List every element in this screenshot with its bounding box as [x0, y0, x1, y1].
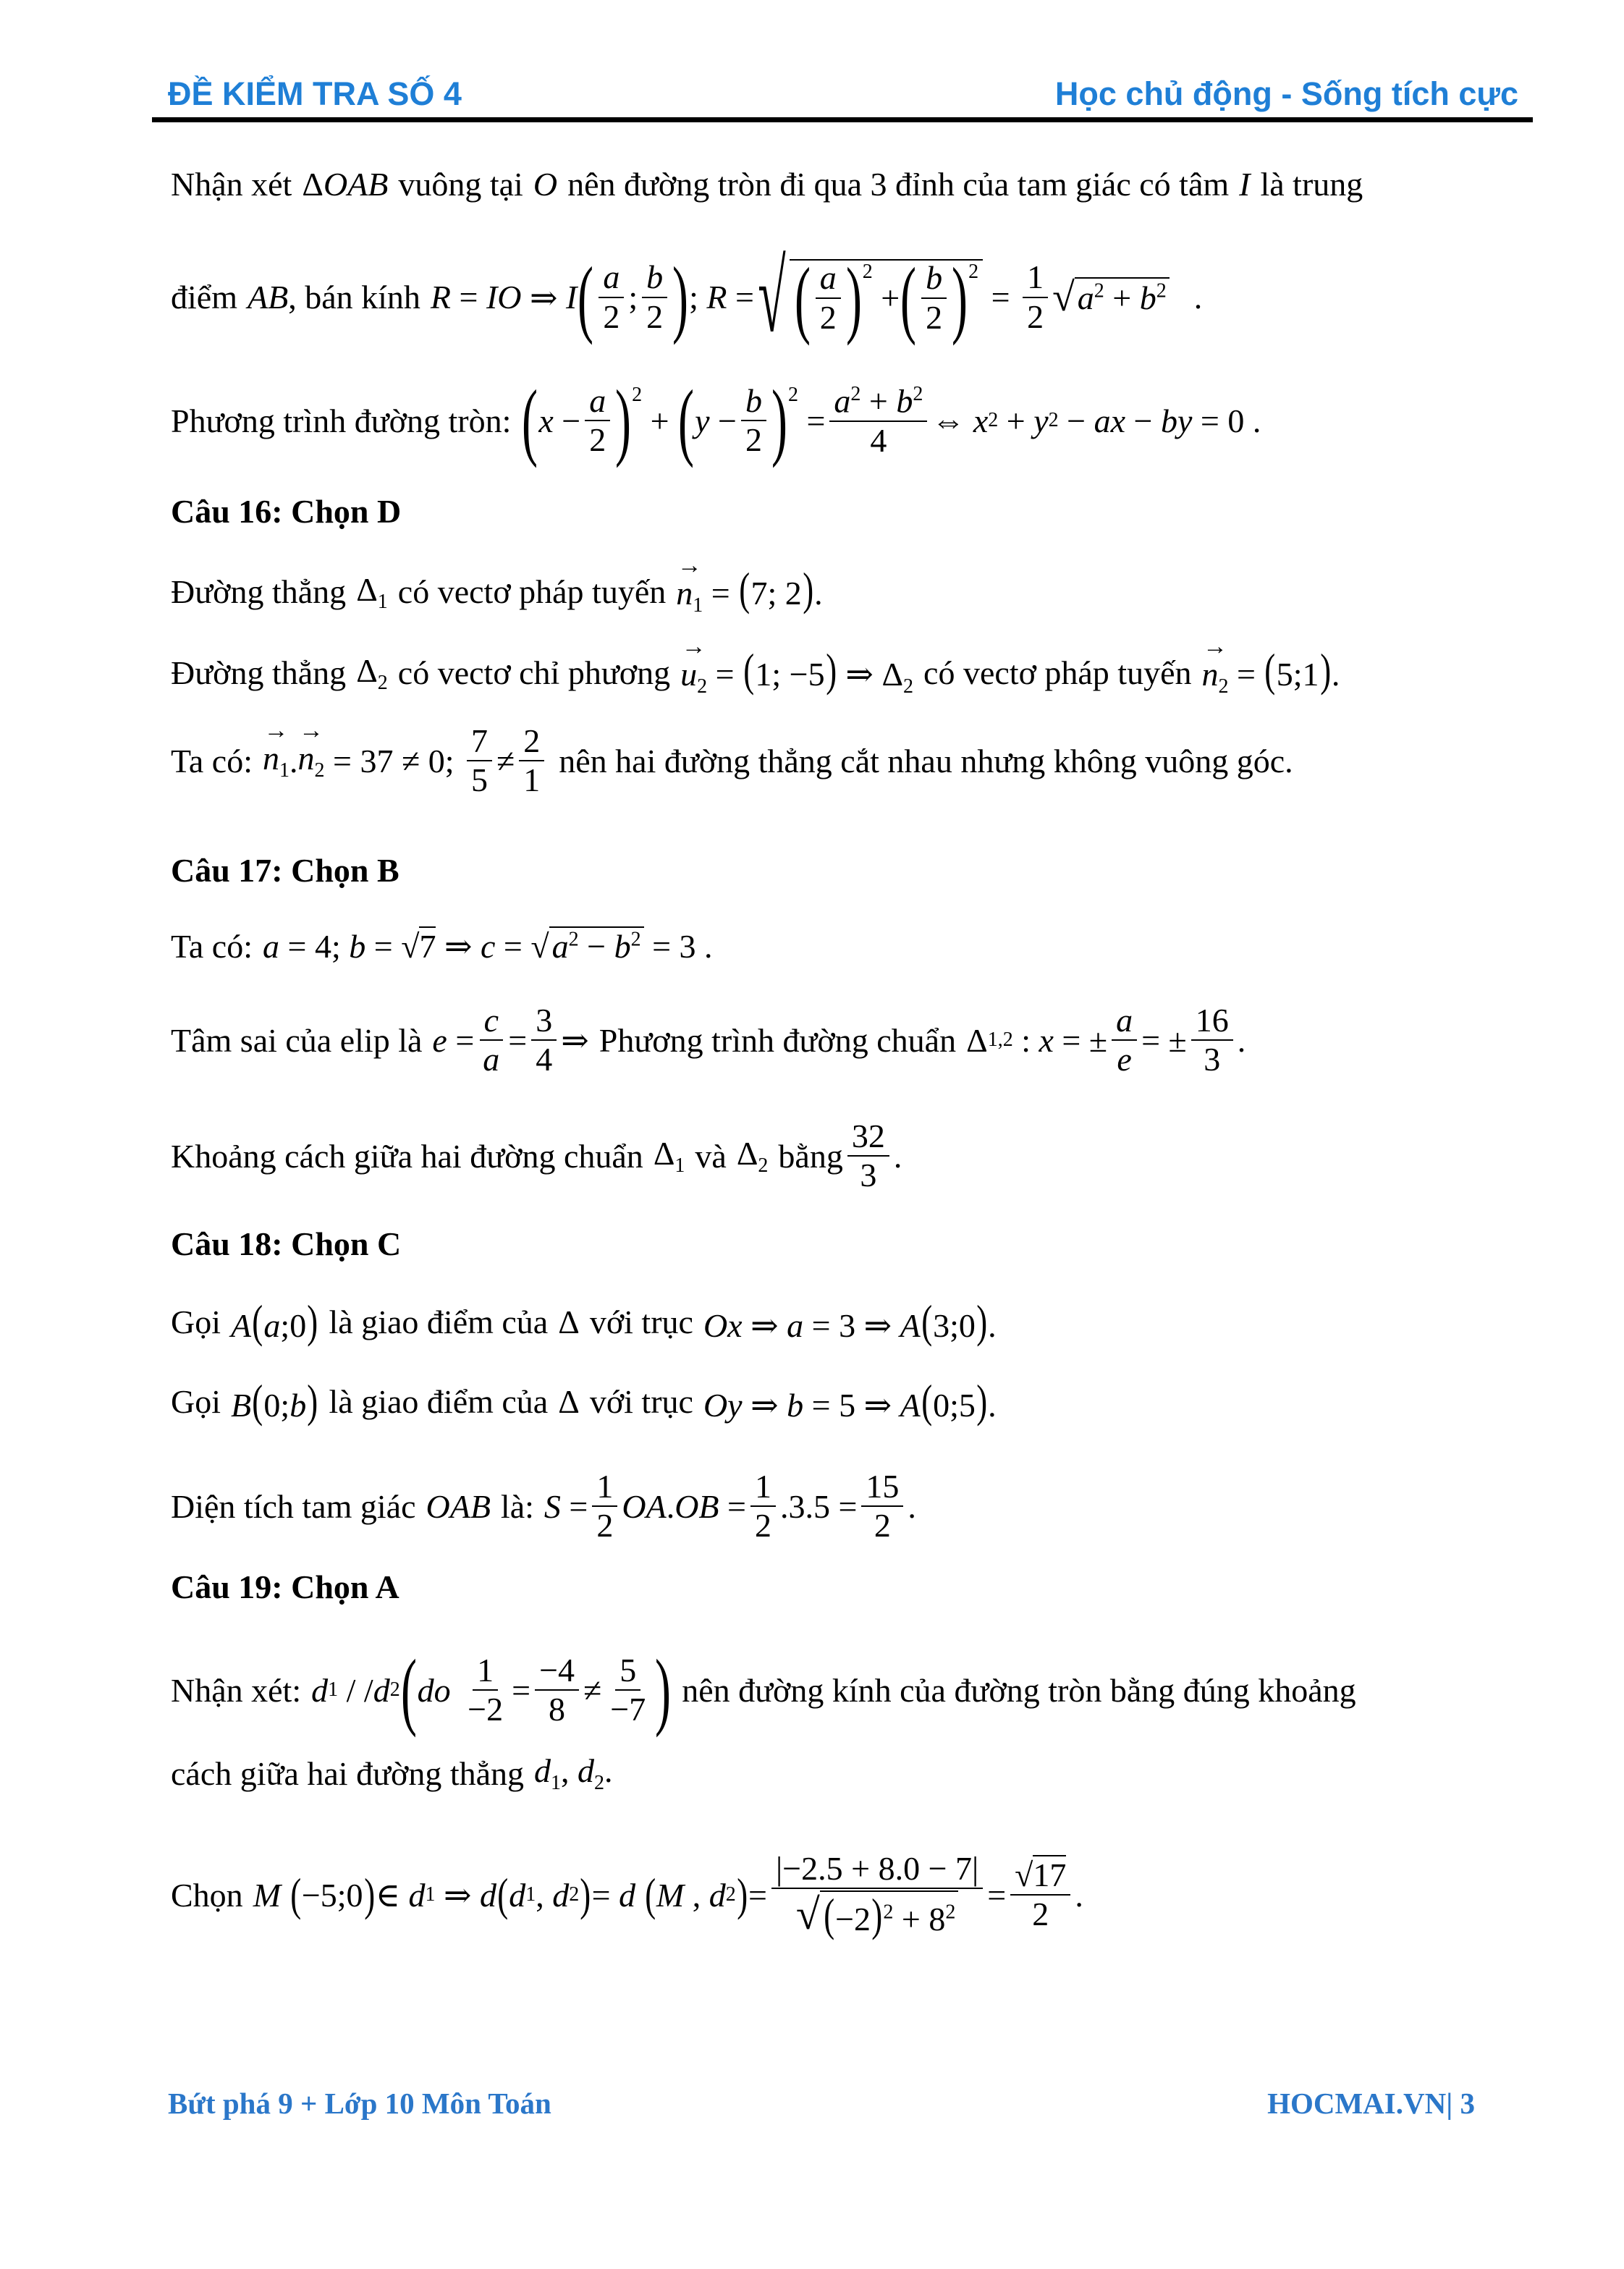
paragraph-line	[171, 1641, 1356, 1738]
paragraph-line	[171, 1119, 902, 1193]
math: R = IO ⇒ I ( $\frac{a}{2}$ ; $\frac{b}{2}$ ) ; R = √ ( $\frac{a}{2}$ ) $^2$ + ( $\frac{b}{2}$ ) $^2$ = $\frac{1}{2}$ √ $a^2 + b^2$ .	[430, 241, 1203, 353]
text: nên đường tròn đi qua 3 đỉnh của tam giác có tâm	[567, 166, 1230, 203]
math: Δ	[558, 1382, 580, 1420]
math: O	[533, 166, 558, 203]
text: với trục	[589, 1303, 693, 1340]
text: điểm	[171, 279, 237, 316]
text: có vectơ pháp tuyến	[923, 654, 1192, 692]
text: nên đường kính của đường tròn bằng đúng khoảng	[682, 1671, 1356, 1709]
text: cách giữa hai đường thẳng	[171, 1754, 525, 1792]
math: e = $\frac{c}{a}$ = $\frac{3}{4}$ ⇒	[432, 1002, 589, 1078]
text: bằng	[778, 1137, 843, 1175]
text: và	[695, 1137, 727, 1175]
math: → $u_2 = (1$; −5) ⇒ $\Delta_2$	[680, 647, 913, 698]
paragraph-line	[171, 165, 1363, 203]
math: $\Delta_2$	[736, 1135, 769, 1178]
math: → $n_1 = (7$; 2).	[676, 566, 822, 617]
paragraph-line	[171, 1375, 997, 1427]
math: Δ	[558, 1303, 580, 1340]
text: là:	[500, 1487, 534, 1525]
paragraph-line	[171, 1469, 916, 1544]
text: Tâm sai của elip là	[171, 1021, 423, 1059]
math: a = 4; b = √7 ⇒ $c = √a^2 - b^2 = 3$ .	[263, 928, 713, 965]
paragraph-line	[171, 563, 823, 617]
header-title: ĐỀ KIỂM TRA SỐ 4	[168, 75, 462, 112]
paragraph-line	[171, 1298, 997, 1345]
paragraph-line	[171, 644, 1340, 698]
paragraph-line	[171, 239, 1202, 355]
math: → $n_2$ = (5;1).	[1202, 647, 1340, 698]
math: I	[1239, 166, 1251, 203]
footer-course: Bứt phá 9 + Lớp 10 Môn Toán	[168, 2087, 551, 2120]
text: Chọn	[171, 1876, 243, 1914]
text: Ta có:	[171, 927, 253, 965]
math: ΔOAB	[302, 166, 389, 203]
text: Gọi	[171, 1303, 221, 1340]
math: ( x − $\frac{a}{2}$ ) $^2$ + ( y − $\frac{b}{2}$ ) $^2$ = $\frac{a^2 + b^2}{4}$ ⇔ x 2 + y 2 − ax − by = 0 .	[522, 372, 1261, 469]
math: $\frac{32}{3}$ .	[843, 1119, 902, 1193]
math: M ( −5;0 ) ∈ d 1 ⇒ d ( d 1 , d 2 ) = d ( M , d 2 ) = |−2.5 + 8.0 − 7| √ $(-2)^2 + 8^2$ = $\frac{√17}{2}$ .	[253, 1850, 1083, 1941]
text: Phương trình đường tròn:	[171, 402, 512, 439]
math: B(0;b)	[231, 1375, 318, 1427]
math: S = $\frac{1}{2}$ OA . OB = $\frac{1}{2}$ .3.5 = $\frac{15}{2}$ .	[544, 1468, 916, 1545]
text: vuông tại	[398, 166, 523, 203]
text: Nhận xét	[171, 166, 292, 203]
text: là trung	[1260, 166, 1363, 203]
text: Gọi	[171, 1382, 221, 1420]
paragraph-line	[171, 926, 713, 966]
text: Đường thẳng	[171, 654, 347, 692]
text: nên hai đường thẳng cắt nhau nhưng không vuông góc.	[559, 742, 1293, 779]
text: Đường thẳng	[171, 573, 347, 611]
math: $d_1$, $d_2$.	[534, 1752, 613, 1795]
header-divider	[152, 117, 1533, 122]
footer-page: HOCMAI.VN| 3	[1267, 2087, 1475, 2120]
text: Nhận xét:	[171, 1671, 302, 1709]
math: Oy ⇒ b = 5 ⇒ A(0;5).	[703, 1375, 997, 1427]
question-heading: Câu 19: Chọn A	[171, 1568, 399, 1605]
math: $\Delta_1$	[653, 1135, 685, 1178]
math: d 1 / / d 2 ( do $\frac{1}{-2}$ = $\frac{-4}{8}$ ≠ $\frac{5}{-7}$ )	[311, 1641, 672, 1738]
question-heading: Câu 18: Chọn C	[171, 1225, 402, 1262]
question-heading: Câu 16: Chọn D	[171, 493, 402, 530]
paragraph-line	[171, 1752, 613, 1795]
text: Diện tích tam giác	[171, 1487, 416, 1525]
header-slogan: Học chủ động - Sống tích cực	[1054, 75, 1518, 112]
text: Phương trình đường chuẩn	[599, 1021, 957, 1059]
math: A(a;0)	[231, 1296, 318, 1347]
text: , bán kính	[288, 279, 420, 316]
text: có vectơ chỉ phương	[397, 654, 671, 692]
math: → $n_1$ . → $n_2$ = 37 ≠ 0; $\frac{7}{5}$ ≠ $\frac{2}{1}$	[263, 724, 549, 798]
paragraph-line	[171, 372, 1261, 469]
math: OAB	[426, 1487, 491, 1525]
paragraph-line	[171, 1003, 1246, 1078]
text: có vectơ pháp tuyến	[397, 573, 667, 611]
math: Δ 1,2 : x = ± $\frac{a}{e}$ = ± $\frac{16}{3}$ .	[966, 1002, 1246, 1078]
question-heading: Câu 17: Chọn B	[171, 852, 399, 889]
text: là giao điểm của	[329, 1303, 549, 1340]
math: Ox ⇒ a = 3 ⇒ A(3;0).	[703, 1296, 997, 1347]
text: Khoảng cách giữa hai đường chuẩn	[171, 1137, 643, 1175]
paragraph-line	[171, 724, 1293, 798]
math: $\Delta_2$	[356, 651, 388, 694]
math: $\Delta_1$	[356, 570, 388, 613]
text: Ta có:	[171, 742, 253, 779]
text: là giao điểm của	[329, 1382, 549, 1420]
math: AB	[247, 279, 289, 316]
text: với trục	[589, 1382, 693, 1420]
paragraph-line	[171, 1850, 1083, 1941]
